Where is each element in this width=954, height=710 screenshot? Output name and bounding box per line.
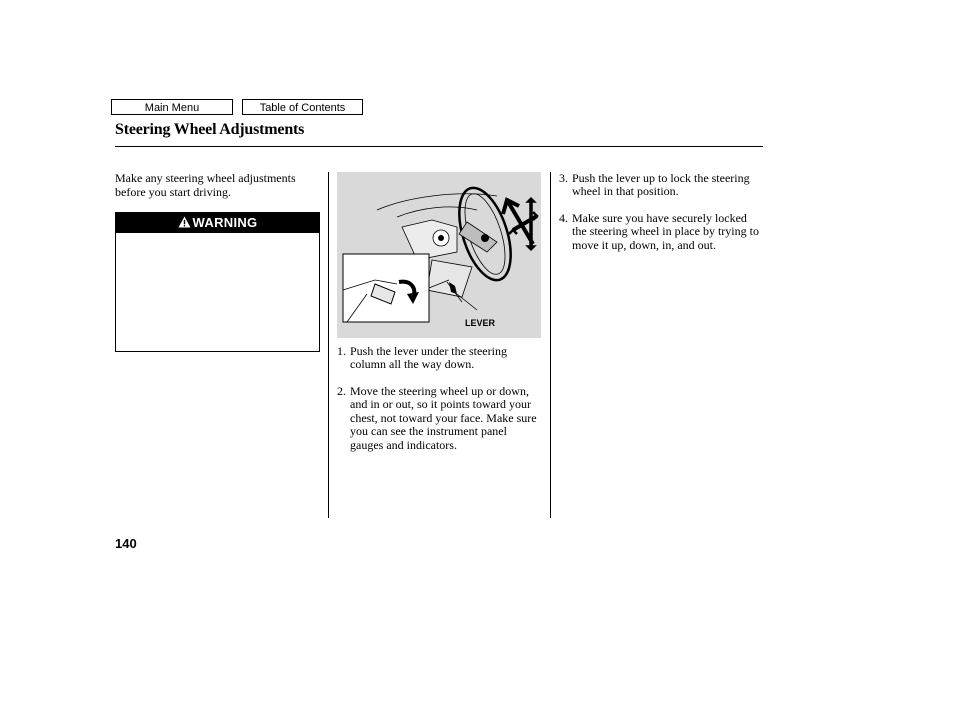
step-3-number: 3. — [559, 171, 568, 185]
warning-label: WARNING — [192, 215, 258, 230]
warning-header — [116, 213, 319, 233]
step-1-text: Push the lever under the steering column all the way down. — [350, 344, 507, 372]
step-4-text: Make sure you have securely locked the steering wheel in place by trying to move it up, down, in, and out. — [572, 211, 759, 252]
step-2-number: 2. — [337, 384, 346, 398]
table-of-contents-button[interactable]: Table of Contents — [242, 99, 363, 115]
page-number: 140 — [115, 536, 137, 551]
step-2 — [337, 385, 542, 452]
step-3 — [559, 172, 764, 199]
step-1 — [337, 345, 542, 372]
step-1-number: 1. — [337, 344, 346, 358]
title-divider — [115, 146, 763, 147]
step-3-text: Push the lever up to lock the steering wheel in that position. — [572, 171, 750, 199]
step-4 — [559, 212, 764, 252]
column-divider-2 — [550, 172, 551, 518]
main-menu-button[interactable]: Main Menu — [111, 99, 233, 115]
steering-lever-illustration — [337, 172, 541, 338]
intro-text: Make any steering wheel adjustments before you start driving. — [115, 171, 296, 199]
column-divider-1 — [328, 172, 329, 518]
page-title: Steering Wheel Adjustments — [115, 121, 305, 138]
steering-column-drawing — [337, 172, 541, 338]
warning-box — [115, 212, 320, 352]
warning-triangle-icon — [178, 216, 191, 228]
step-2-text: Move the steering wheel up or down, and in or out, so it points toward your chest, not toward your face. Make sure you can see the instrument panel gauges and indicators. — [350, 384, 537, 452]
step-4-number: 4. — [559, 211, 568, 225]
lever-label: LEVER — [465, 318, 496, 328]
